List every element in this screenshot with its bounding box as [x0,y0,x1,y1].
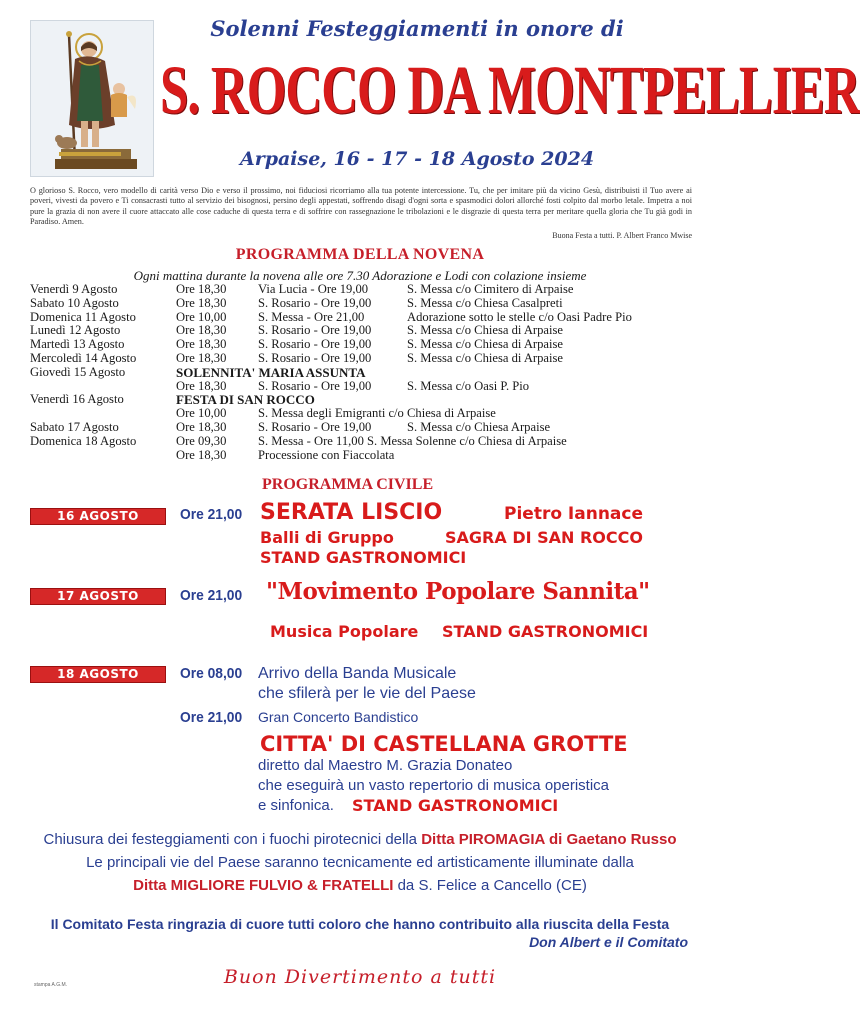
event-detail: Balli di Gruppo [260,528,394,547]
novena-event: S. Messa - Ore 11,00 S. Messa Solenne c/o Chiesa di Arpaise [258,433,567,448]
event-detail: STAND GASTRONOMICI [442,622,649,641]
lighting-location: da S. Felice a Cancello (CE) [397,877,587,894]
novena-special-title: FESTA DI SAN ROCCO [176,392,315,408]
page-title: S. ROCCO DA MONTPELLIER [160,53,860,129]
lighting-company-line [0,877,720,894]
novena-row [30,324,700,338]
novena-day: Lunedì 12 Agosto [30,323,121,338]
novena-time: Ore 18,30 [176,323,227,338]
novena-time: Ore 18,30 [176,350,227,365]
novena-day: Mercoledì 14 Agosto [30,350,137,365]
novena-day: Venerdì 16 Agosto [30,392,124,407]
event-dates: Arpaise, 16 - 17 - 18 Agosto 2024 [239,148,595,170]
printer-credit: stampa A.G.M. [34,982,68,988]
band-description: diretto dal Maestro M. Grazia Donateo [258,757,513,774]
novena-day: Venerdì 9 Agosto [30,282,118,296]
novena-row [30,297,700,311]
novena-day: Giovedì 15 Agosto [30,364,126,379]
novena-mass: S. Messa c/o Cimitero di Arpaise [407,282,574,296]
novena-event: S. Messa degli Emigranti c/o Chiesa di Arpaise [258,406,496,421]
novena-row [30,311,700,325]
event-detail: Arrivo della Banda Musicale [258,665,457,682]
novena-event: S. Rosario - Ore 19,00 [258,337,372,352]
novena-time: Ore 10,00 [176,309,227,324]
novena-row [30,352,700,366]
novena-time: Ore 18,30 [176,419,227,434]
date-badge-18: 18 AGOSTO [30,666,166,683]
date-badge-16: 16 AGOSTO [30,508,166,525]
time-label: Ore 21,00 [180,709,243,726]
event-movimento-popolare: "Movimento Popolare Sannita" [266,578,650,605]
novena-mass: S. Messa c/o Chiesa Arpaise [407,419,551,434]
saint-rocco-statue-image [30,20,154,177]
novena-event: S. Rosario - Ore 19,00 [258,323,372,338]
event-detail: che sfilerà per le vie del Paese [258,685,476,702]
fireworks-company: Ditta PIROMAGIA di Gaetano Russo [421,831,677,848]
novena-event: S. Rosario - Ore 19,00 [258,350,372,365]
fireworks-line [0,831,720,848]
novena-time: Ore 18,30 [176,378,227,393]
novena-special-title: SOLENNITA' MARIA ASSUNTA [176,364,366,380]
novena-row [30,435,700,449]
novena-day: Domenica 11 Agosto [30,309,136,324]
novena-day: Domenica 18 Agosto [30,433,137,448]
novena-row [30,366,700,380]
novena-event: S. Rosario - Ore 19,00 [258,378,372,393]
event-detail: Gran Concerto Bandistico [258,709,419,725]
committee-signature: Don Albert e il Comitato [529,934,688,950]
novena-mass: S. Messa c/o Chiesa di Arpaise [407,350,564,365]
lighting-company: Ditta MIGLIORE FULVIO & FRATELLI [133,877,394,894]
artist-name: Pietro Iannace [504,504,644,524]
novena-row [30,421,700,435]
novena-subtitle: Ogni mattina durante la novena alle ore 7.30 Adorazione e Lodi con colazione insieme [133,268,587,283]
novena-title: PROGRAMMA DELLA NOVENA [235,246,485,263]
band-name: CITTA' DI CASTELLANA GROTTE [260,732,628,756]
prayer-signature: Buona Festa a tutti. P. Albert Franco Mwise [552,231,692,240]
fireworks-text: Chiusura dei festeggiamenti con i fuochi pirotecnici della [43,831,418,848]
novena-day: Sabato 17 Agosto [30,419,119,434]
novena-row [30,407,700,421]
novena-event: Via Lucia - Ore 19,00 [258,282,369,296]
lighting-line: Le principali vie del Paese saranno tecnicamente ed artisticamente illuminate dalla [86,854,634,871]
novena-day: Martedì 13 Agosto [30,337,125,352]
novena-time: Ore 09,30 [176,433,227,448]
novena-event: S. Rosario - Ore 19,00 [258,295,372,310]
novena-time: Ore 18,30 [176,295,227,310]
event-serata-liscio: SERATA LISCIO [260,500,443,525]
novena-time: Ore 10,00 [176,406,227,421]
novena-event: S. Messa - Ore 21,00 [258,309,365,324]
event-detail: Musica Popolare [270,622,419,641]
novena-time: Ore 18,30 [176,282,227,296]
time-label: Ore 21,00 [180,587,243,604]
novena-mass: S. Messa c/o Oasi P. Pio [407,378,530,393]
novena-row [30,380,700,394]
committee-thanks: Il Comitato Festa ringrazia di cuore tutti coloro che hanno contribuito alla riuscita della Festa [50,916,670,932]
novena-mass: Adorazione sotto le stelle c/o Oasi Padre Pio [407,309,632,324]
novena-mass: S. Messa c/o Chiesa di Arpaise [407,337,564,352]
event-detail: STAND GASTRONOMICI [352,796,559,815]
prayer-text: O glorioso S. Rocco, vero modello di carità verso Dio e verso il prossimo, noi fiduciosi ricorriamo alla tua potente intercessione. Tu, che per imitare più da vicino Gesù, distribuisti il Tuo avere ai poveri, vivesti da povero e Ti consacrasti tutto al servizio dei bisognosi, persino degli appestati, soffrendo disagi d'ogni sorta e spasmodici dolori allorché fosti colpito dal morbo letale. Impetra a noi pure la grazia di non avere il cuore attaccato alle cose caduche di questa terra e di soffrire con rassegnazione le tribolazioni e le disgrazie di questa terra per meritare quella gloria che Tu già godi in Paradiso. Amen. [30,186,692,227]
novena-row [30,393,700,407]
novena-day: Sabato 10 Agosto [30,295,119,310]
novena-time: Ore 18,30 [176,447,227,462]
band-description: e sinfonica. [258,797,334,814]
time-label: Ore 21,00 [180,506,243,523]
event-detail: SAGRA DI SAN ROCCO [445,528,643,547]
novena-row [30,449,700,463]
novena-event: Processione con Fiaccolata [258,447,395,462]
closing-message: Buon Divertimento a tutti [223,966,497,988]
date-badge-17: 17 AGOSTO [30,588,166,605]
novena-schedule [30,283,700,462]
civile-title: PROGRAMMA CIVILE [262,476,434,493]
novena-event: S. Rosario - Ore 19,00 [258,419,372,434]
novena-row [30,283,700,297]
header-subtitle: Solenni Festeggiamenti in onore di [210,16,624,41]
event-detail: STAND GASTRONOMICI [260,548,467,567]
novena-mass: S. Messa c/o Chiesa Casalpreti [407,295,563,310]
novena-mass: S. Messa c/o Chiesa di Arpaise [407,323,564,338]
novena-time: Ore 18,30 [176,337,227,352]
time-label: Ore 08,00 [180,665,243,682]
novena-row [30,338,700,352]
band-description: che eseguirà un vasto repertorio di musica operistica [258,777,610,794]
